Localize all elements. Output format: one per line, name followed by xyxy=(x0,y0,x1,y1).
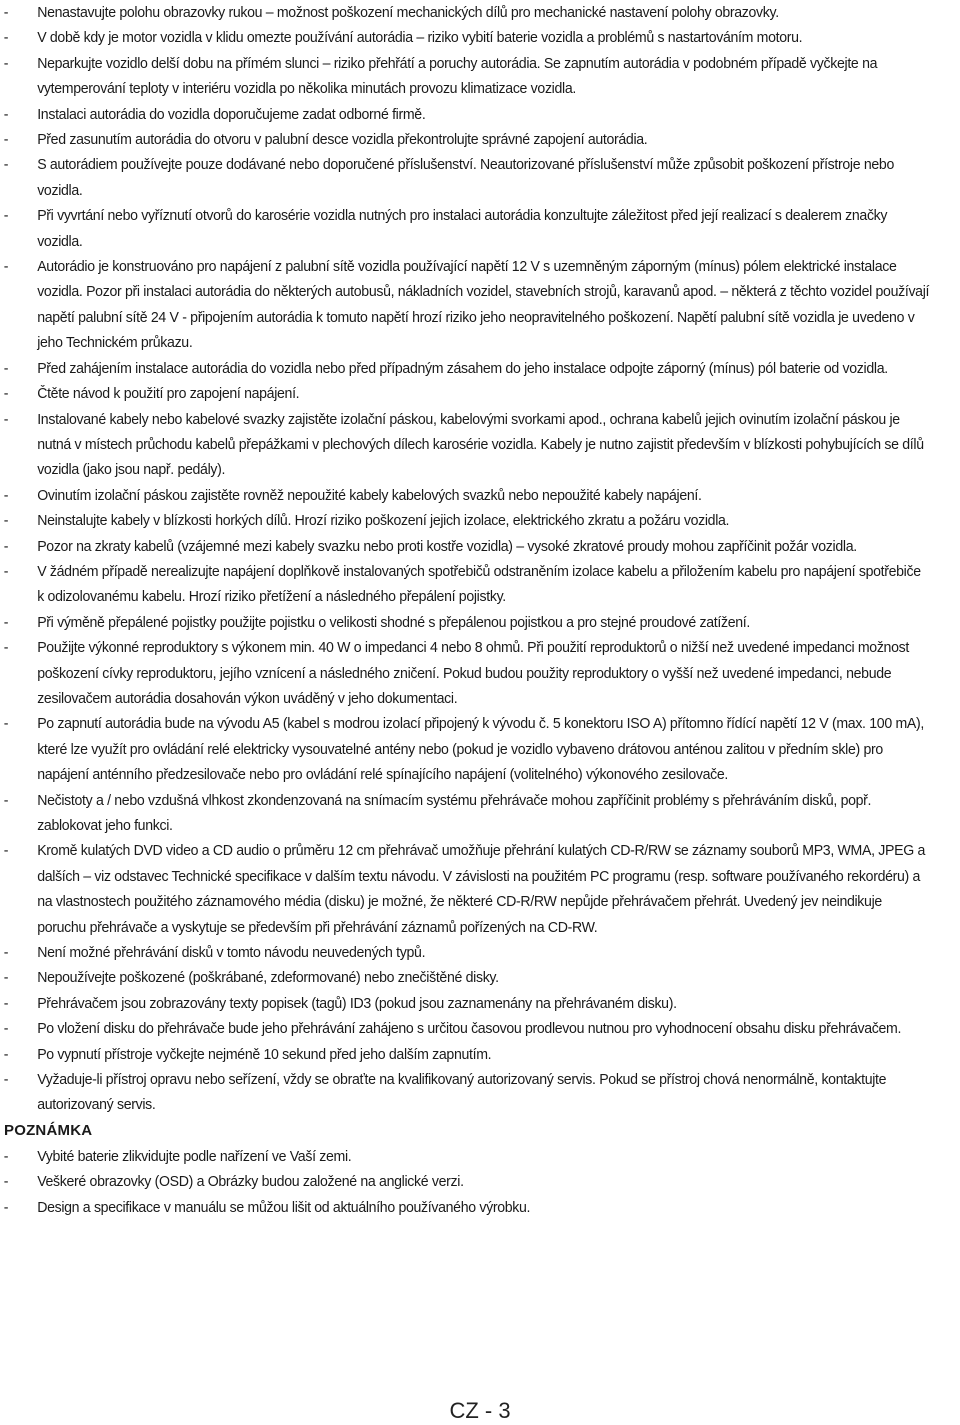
list-item: - Neinstalujte kabely v blízkosti horkých dílů. Hrozí riziko poškození jejich izolace, elektrického zkratu a požáru vozidla. xyxy=(0,508,935,533)
note-item: - Veškeré obrazovky (OSD) a Obrázky budou založené na anglické verzi. xyxy=(0,1169,935,1194)
note-heading: POZNÁMKA xyxy=(4,1121,93,1139)
list-item: - Použijte výkonné reproduktory s výkonem min. 40 W o impedanci 4 nebo 8 ohmů. Při použití reproduktorů o nižší než uvedené impedanci možnost poškození cívky reproduktoru, jejího vznícení a následného zničení. Pokud budou použity reproduktory o vyšší než uvedené impedanci, nebude zesilovačem autorádia dosahován výkon uváděný v jeho dokumentaci. xyxy=(0,635,935,711)
list-item: - Autorádio je konstruováno pro napájení z palubní sítě vozidla používající napětí 12 V s uzemněným záporným (mínus) pólem elektrické instalace vozidla. Pozor při instalaci autorádia do některých autobusů, nákladních vozidel, stavebních strojů, karavanů apod. – některá z těchto vozidel používají napětí palubní sítě 24 V - připojením autorádia k tomuto napětí hrozí riziko jeho neopravitelného poškození. Napětí palubní sítě vozidla je uvedeno v jeho Technickém průkazu. xyxy=(0,254,935,356)
note-list xyxy=(0,1144,960,1220)
list-item: - Instalované kabely nebo kabelové svazky zajistěte izolační páskou, kabelovými svorkami apod., ochrana kabelů jejich ovinutím izolační páskou je nutná v místech průchodu kabelů přepážkami v plechových dílech karosérie vozidla. Kabely je nutno zajistit především v blízkosti pohybujících se dílů vozidla (jako jsou např. pedály). xyxy=(0,407,935,483)
note-item: - Design a specifikace v manuálu se můžou lišit od aktuálního používaného výrobku. xyxy=(0,1195,935,1220)
note-item: - Vybité baterie zlikvidujte podle nařízení ve Vaší zemi. xyxy=(0,1144,935,1169)
list-item: - Není možné přehrávání disků v tomto návodu neuvedených typů. xyxy=(0,940,935,965)
list-item: - Kromě kulatých DVD video a CD audio o průměru 12 cm přehrávač umožňuje přehrání kulatých CD-R/RW se záznamy souborů MP3, WMA, JPEG a dalších – viz odstavec Technické specifikace v dalším textu návodu. V závislosti na použitém PC programu (resp. software používaného rekordéru) a na vlastnostech použitého záznamového média (disku) je možné, že některé CD-R/RW nepůjde přehrávačem přehrát. Uvedený jev neindikuje poruchu přehrávače a vyskytuje se především při přehrávání záznamů pořízených na CD-RW. xyxy=(0,838,935,940)
list-item: - V žádném případě nerealizujte napájení doplňkově instalovaných spotřebičů odstraněním izolace kabelu a přiložením kabelu pro napájení spotřebiče k odizolovanému kabelu. Hrozí riziko přetížení a následného přepálení pojistky. xyxy=(0,559,935,610)
list-item: - Nepoužívejte poškozené (poškrábané, zdeformované) nebo znečištěné disky. xyxy=(0,965,935,990)
list-item: - Instalaci autorádia do vozidla doporučujeme zadat odborné firmě. xyxy=(0,102,935,127)
list-item: - Přehrávačem jsou zobrazovány texty popisek (tagů) ID3 (pokud jsou zaznamenány na přehrávaném disku). xyxy=(0,991,935,1016)
list-item: - Při vyvrtání nebo vyříznutí otvorů do karosérie vozidla nutných pro instalaci autorádia konzultujte záležitost před její realizací s dealerem značky vozidla. xyxy=(0,203,935,254)
list-item: - Nenastavujte polohu obrazovky rukou – možnost poškození mechanických dílů pro mechanické nastavení polohy obrazovky. xyxy=(0,0,935,25)
list-item: - Před zasunutím autorádia do otvoru v palubní desce vozidla překontrolujte správné zapojení autorádia. xyxy=(0,127,935,152)
list-item: - Nečistoty a / nebo vzdušná vlhkost zkondenzovaná na snímacím systému přehrávače mohou zapříčinit problémy s přehráváním disků, popř. zablokovat jeho funkci. xyxy=(0,788,935,839)
list-item: - Při výměně přepálené pojistky použijte pojistku o velikosti shodné s přepálenou pojistkou a pro stejné proudové zatížení. xyxy=(0,610,935,635)
page-footer xyxy=(0,1398,960,1424)
list-item: - Čtěte návod k použití pro zapojení napájení. xyxy=(0,381,935,406)
list-item: - V době kdy je motor vozidla v klidu omezte používání autorádia – riziko vybití baterie vozidla a problémů s nastartováním motoru. xyxy=(0,25,935,50)
list-item: - Vyžaduje-li přístroj opravu nebo seřízení, vždy se obraťte na kvalifikovaný autorizovaný servis. Pokud se přístroj chová nenormálně, kontaktujte autorizovaný servis. xyxy=(0,1067,935,1118)
list-item: - Pozor na zkraty kabelů (vzájemné mezi kabely svazku nebo proti kostře vozidla) – vysoké zkratové proudy mohou zapříčinit požár vozidla. xyxy=(0,534,935,559)
list-item: - Po vložení disku do přehrávače bude jeho přehrávání zahájeno s určitou časovou prodlevou nutnou pro vyhodnocení obsahu disku přehrávačem. xyxy=(0,1016,935,1041)
list-item: - Po vypnutí přístroje vyčkejte nejméně 10 sekund před jeho dalším zapnutím. xyxy=(0,1042,935,1067)
page-number: CZ - 3 xyxy=(449,1398,511,1423)
list-item: - Před zahájením instalace autorádia do vozidla nebo před případným zásahem do jeho instalace odpojte záporný (mínus) pól baterie od vozidla. xyxy=(0,356,935,381)
list-item: - Ovinutím izolační páskou zajistěte rovněž nepoužité kabely kabelových svazků nebo nepoužité kabely napájení. xyxy=(0,483,935,508)
list-item: - Po zapnutí autorádia bude na vývodu A5 (kabel s modrou izolací připojený k vývodu č. 5 konektoru ISO A) přítomno řídící napětí 12 V (max. 100 mA), které lze využít pro ovládání relé elektricky vysouvatelné antény nebo (pokud je vozidlo vybaveno drátovou anténou zalitou v předním skle) pro napájení anténního předzesilovače nebo pro ovládání relé spínajícího napájení (volitelného) výkonového zesilovače. xyxy=(0,711,935,787)
list-item: - Neparkujte vozidlo delší dobu na přímém slunci – riziko přehřátí a poruchy autorádia. Se zapnutím autorádia v podobném případě vyčkejte na vytemperování teploty v interiéru vozidla po několika minutách provozu klimatizace vozidla. xyxy=(0,51,935,102)
list-item: - S autorádiem používejte pouze dodávané nebo doporučené příslušenství. Neautorizované příslušenství může způsobit poškození přístroje nebo vozidla. xyxy=(0,152,935,203)
